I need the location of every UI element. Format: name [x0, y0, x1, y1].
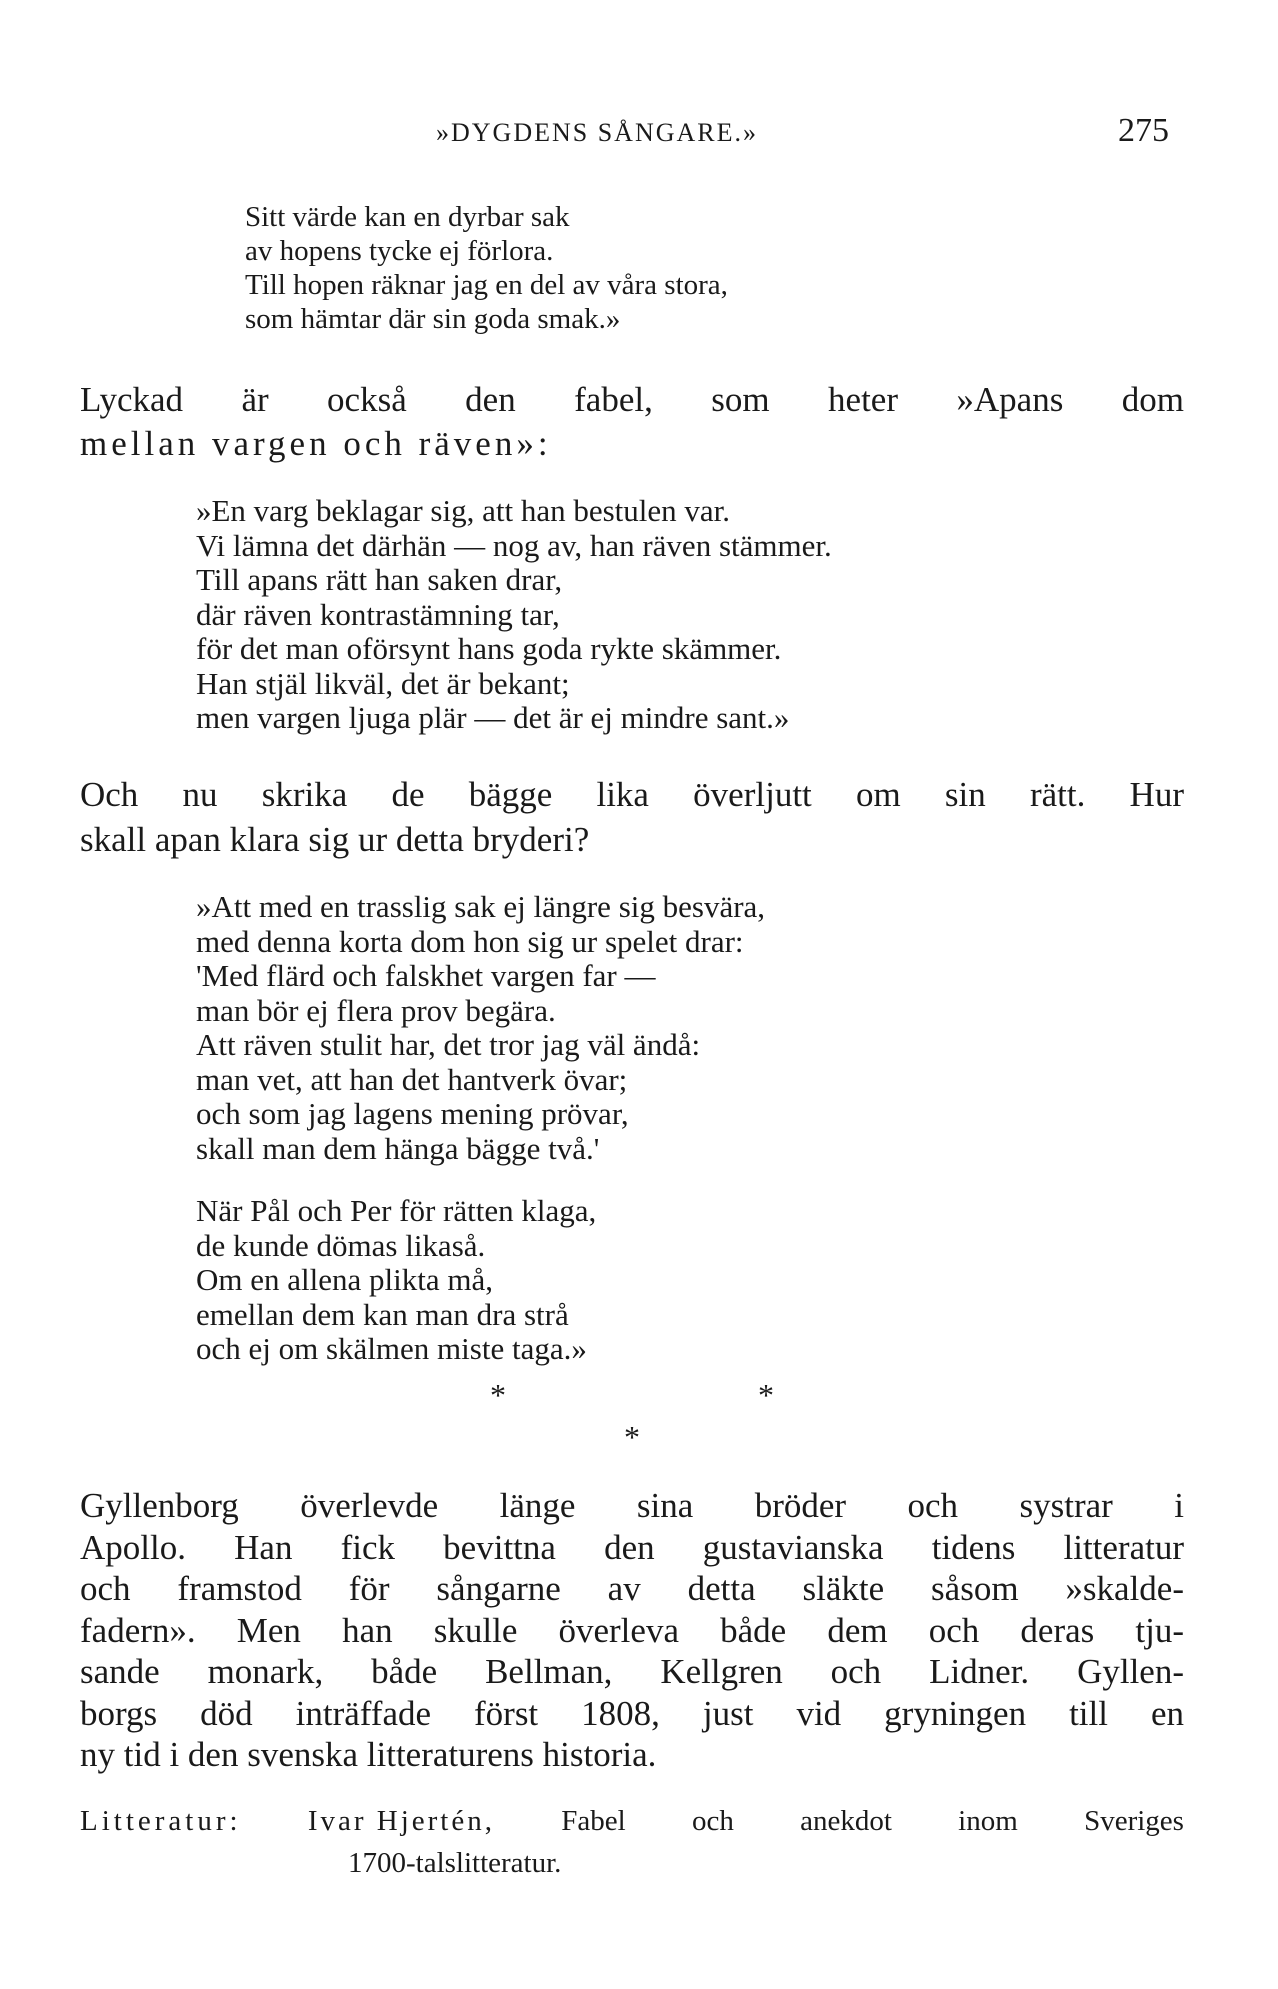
page-number: 275: [1118, 112, 1169, 149]
prose-line: Apollo. Han fick bevittna den gustavianska tidens litteratur: [80, 1527, 1184, 1567]
prose-line: mellan vargen och räven»:: [80, 424, 552, 463]
prose-line: skall apan klara sig ur detta bryderi?: [80, 820, 590, 859]
prose-line: fadern». Men han skulle överleva både dem och deras tju-: [80, 1610, 1184, 1650]
verse-stanza-1: [245, 200, 728, 336]
asterism-left: *: [490, 1377, 506, 1413]
verse-line: som hämtar där sin goda smak.»: [245, 303, 621, 335]
prose-line: ny tid i den svenska litteraturens historia.: [80, 1735, 657, 1774]
literature-title-word: Sveriges: [1084, 1805, 1184, 1837]
verse-line: skall man dem hänga bägge två.': [196, 1130, 600, 1166]
asterism-right: *: [758, 1377, 774, 1413]
prose-paragraph-1: [80, 378, 1184, 466]
verse-line: »Att med en trasslig sak ej längre sig besvära,: [196, 889, 766, 924]
verse-line: man vet, att han det hantverk övar;: [196, 1061, 628, 1097]
verse-line: Han stjäl likväl, det är bekant;: [196, 665, 570, 701]
prose-line: sande monark, både Bellman, Kellgren och Lidner. Gyllen-: [80, 1652, 1184, 1691]
verse-line: 'Med flärd och falskhet vargen far —: [196, 958, 656, 993]
verse-line: När Pål och Per för rätten klaga,: [196, 1193, 597, 1228]
prose-line: borgs död inträffade först 1808, just vid gryningen till en: [80, 1693, 1184, 1733]
literature-title-word: anekdot: [800, 1805, 892, 1837]
verse-line: Vi lämna det därhän — nog av, han räven stämmer.: [196, 527, 832, 563]
verse-line: för det man oförsynt hans goda rykte skämmer.: [196, 631, 782, 666]
verse-line: och som jag lagens mening prövar,: [196, 1096, 629, 1131]
prose-line: Och nu skrika de bägge lika överljutt om sin rätt. Hur: [80, 775, 1184, 814]
verse-stanza-4: [196, 1194, 596, 1367]
literature-continuation: 1700-talslitteratur.: [348, 1847, 562, 1879]
literature-author: Ivar Hjertén,: [307, 1805, 495, 1837]
verse-line: där räven kontrastämning tar,: [196, 596, 560, 632]
verse-line: och ej om skälmen miste taga.»: [196, 1331, 587, 1366]
verse-line: Sitt värde kan en dyrbar sak: [245, 201, 570, 233]
verse-line: Till hopen räknar jag en del av våra stora,: [245, 269, 728, 301]
verse-line: Till apans rätt han saken drar,: [196, 562, 563, 597]
verse-line: emellan dem kan man dra strå: [196, 1296, 569, 1332]
asterism-center: *: [624, 1419, 640, 1455]
literature-note: [80, 1800, 1184, 1884]
verse-stanza-3: [196, 890, 765, 1166]
verse-line: Om en allena plikta må,: [196, 1262, 493, 1297]
prose-line: Gyllenborg överlevde länge sina bröder och systrar i: [80, 1486, 1184, 1525]
literature-row: [80, 1800, 1184, 1842]
verse-line: men vargen ljuga plär — det är ej mindre sant.»: [196, 700, 790, 735]
verse-line: man bör ej flera prov begära.: [196, 992, 556, 1028]
verse-line: Att räven stulit har, det tror jag väl ändå:: [196, 1027, 701, 1062]
literature-label: Litteratur:: [80, 1805, 242, 1837]
prose-paragraph-3: [80, 1485, 1184, 1776]
prose-paragraph-2: [80, 772, 1184, 862]
prose-line: och framstod för sångarne av detta släkte såsom »skalde-: [80, 1569, 1184, 1608]
literature-title-word: inom: [958, 1805, 1018, 1837]
verse-line: »En varg beklagar sig, att han bestulen var.: [196, 493, 731, 528]
prose-line: Lyckad är också den fabel, som heter »Apans dom: [80, 380, 1184, 419]
verse-line: med denna korta dom hon sig ur spelet drar:: [196, 923, 744, 959]
verse-line: av hopens tycke ej förlora.: [245, 235, 554, 267]
verse-stanza-2: [196, 494, 832, 736]
verse-line: de kunde dömas likaså.: [196, 1227, 486, 1263]
literature-title-word: Fabel: [561, 1805, 626, 1837]
literature-title-word: och: [691, 1805, 734, 1837]
running-head: »DYGDENS SÅNGARE.»: [436, 118, 759, 147]
